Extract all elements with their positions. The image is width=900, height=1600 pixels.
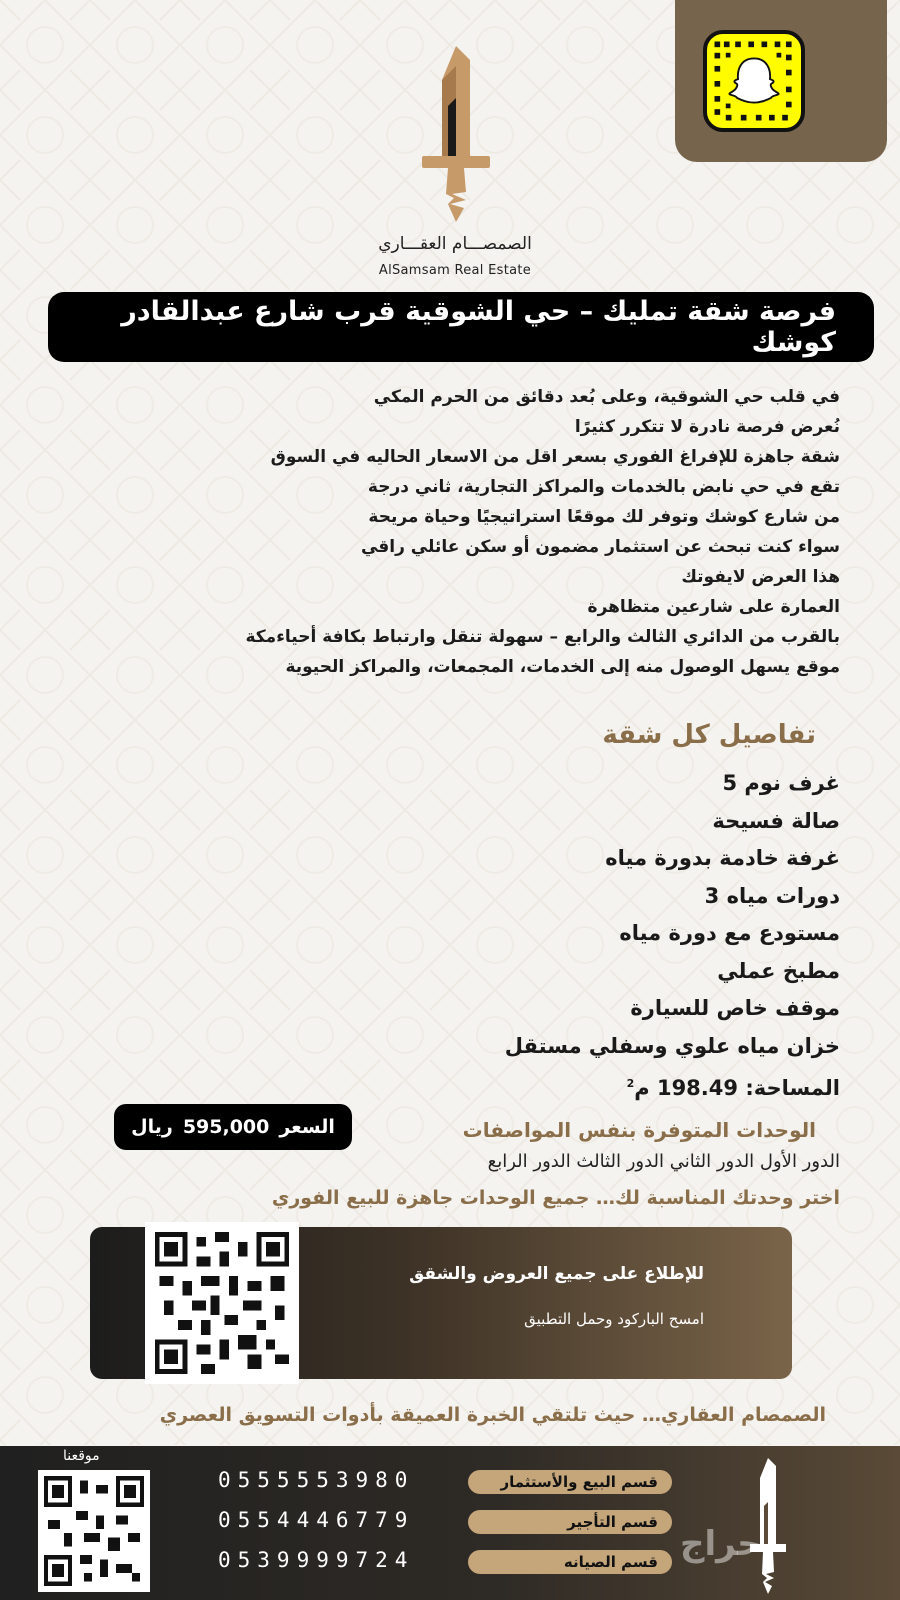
qr-code-icon[interactable]	[145, 1222, 299, 1384]
dept-maintenance-badge	[468, 1550, 672, 1574]
detail-item: غرفة خادمة بدورة مياه	[605, 846, 840, 870]
area-value: 198.49	[656, 1076, 738, 1100]
snapchat-box	[675, 0, 887, 162]
intro-line: العمارة على شارعين متظاهرة	[587, 597, 840, 617]
phone-maintenance[interactable]: 0539999724	[218, 1548, 415, 1572]
intro-line: سواء كنت تبحث عن استثمار مضمون أو سكن عائلي راقي	[360, 537, 840, 557]
units-floors: الدور الأول الدور الثاني الدور الثالث الدور الرابع	[487, 1151, 840, 1172]
headline-bar	[48, 292, 874, 362]
brand-name-english: AlSamsam Real Estate	[378, 263, 532, 278]
haraj-watermark: حراج	[680, 1524, 762, 1564]
intro-line: تقع في حي نابض بالخدمات والمراكز التجارية، ثاني درجة	[367, 477, 840, 497]
dept-sales-investment-badge	[468, 1470, 672, 1494]
detail-item: موقف خاص للسيارة	[630, 996, 840, 1020]
intro-line: هذا العرض لايفوتك	[681, 567, 840, 587]
intro-line: نُعرض فرصة نادرة لا تتكرر كثيرًا	[574, 417, 840, 437]
detail-item: صالة فسيحة	[712, 808, 840, 833]
dept-label: قسم التأجير	[567, 1513, 658, 1531]
location-label: موقعنا	[63, 1448, 100, 1464]
area-line	[420, 1065, 840, 1108]
detail-item: مستودع مع دورة مياه	[619, 921, 840, 945]
detail-item: دورات مياه 3	[704, 883, 840, 908]
intro-line: بالقرب من الدائري الثالث والرابع – سهولة تنقل وارتباط بكافة أحياءمكة	[245, 627, 840, 647]
detail-item: مطبخ عملي	[717, 958, 840, 983]
price-value: 595,000	[182, 1116, 270, 1138]
snapchat-code-icon[interactable]	[703, 30, 805, 132]
details-title: تفاصيل كل شقة	[602, 720, 816, 750]
dept-label: قسم الصيانه	[563, 1553, 658, 1571]
units-title: الوحدات المتوفرة بنفس المواصفات	[462, 1118, 816, 1142]
dept-label: قسم البيع والأستثمار	[500, 1473, 658, 1491]
app-card-subtitle: امسح الباركود وحمل التطبيق	[524, 1310, 704, 1328]
location-qr-code-icon[interactable]	[38, 1470, 150, 1592]
intro-line: موقع يسهل الوصول منه إلى الخدمات، المجمعات، والمراكز الحيوية	[285, 657, 840, 677]
details-list	[420, 765, 840, 1108]
intro-line: من شارع كوشك وتوفر لك موقعًا استراتيجيًا وحياة مريحة	[368, 507, 840, 527]
area-unit-sup: 2	[626, 1077, 635, 1090]
choose-unit-text: اختر وحدتك المناسبة لك… جميع الوحدات جاهزة للبيع الفوري	[271, 1187, 840, 1209]
intro-line: شقة جاهزة للإفراغ الفوري بسعر اقل من الاسعار الحاليه في السوق	[270, 447, 840, 467]
alsamsam-logo-icon	[420, 44, 492, 224]
intro-line: في قلب حي الشوقية، وعلى بُعد دقائق من الحرم المكي	[373, 387, 840, 407]
price-badge	[114, 1104, 352, 1150]
price-label: السعر	[279, 1116, 335, 1138]
intro-text	[140, 382, 840, 682]
area-label: المساحة:	[745, 1076, 840, 1100]
dept-rental-badge	[468, 1510, 672, 1534]
area-unit: م	[634, 1076, 650, 1100]
phone-sales-investment[interactable]: 0555553980	[218, 1468, 415, 1492]
phone-rental[interactable]: 0554446779	[218, 1508, 415, 1532]
app-card-title: للإطلاع على جميع العروض والشقق	[409, 1264, 704, 1284]
headline-text: فرصة شقة تمليك – حي الشوقية قرب شارع عبدالقادر كوشك	[121, 296, 836, 358]
detail-item: خزان مياه علوي وسفلي مستقل	[504, 1033, 840, 1058]
detail-item: غرف نوم 5	[722, 771, 840, 795]
slogan: الصمصام العقاري… حيث تلتقي الخبرة العميقة بأدوات التسويق العصري	[159, 1404, 826, 1426]
price-currency: ريال	[131, 1116, 173, 1138]
brand-name-arabic: الصمصـــام العقـــاري	[378, 234, 532, 254]
